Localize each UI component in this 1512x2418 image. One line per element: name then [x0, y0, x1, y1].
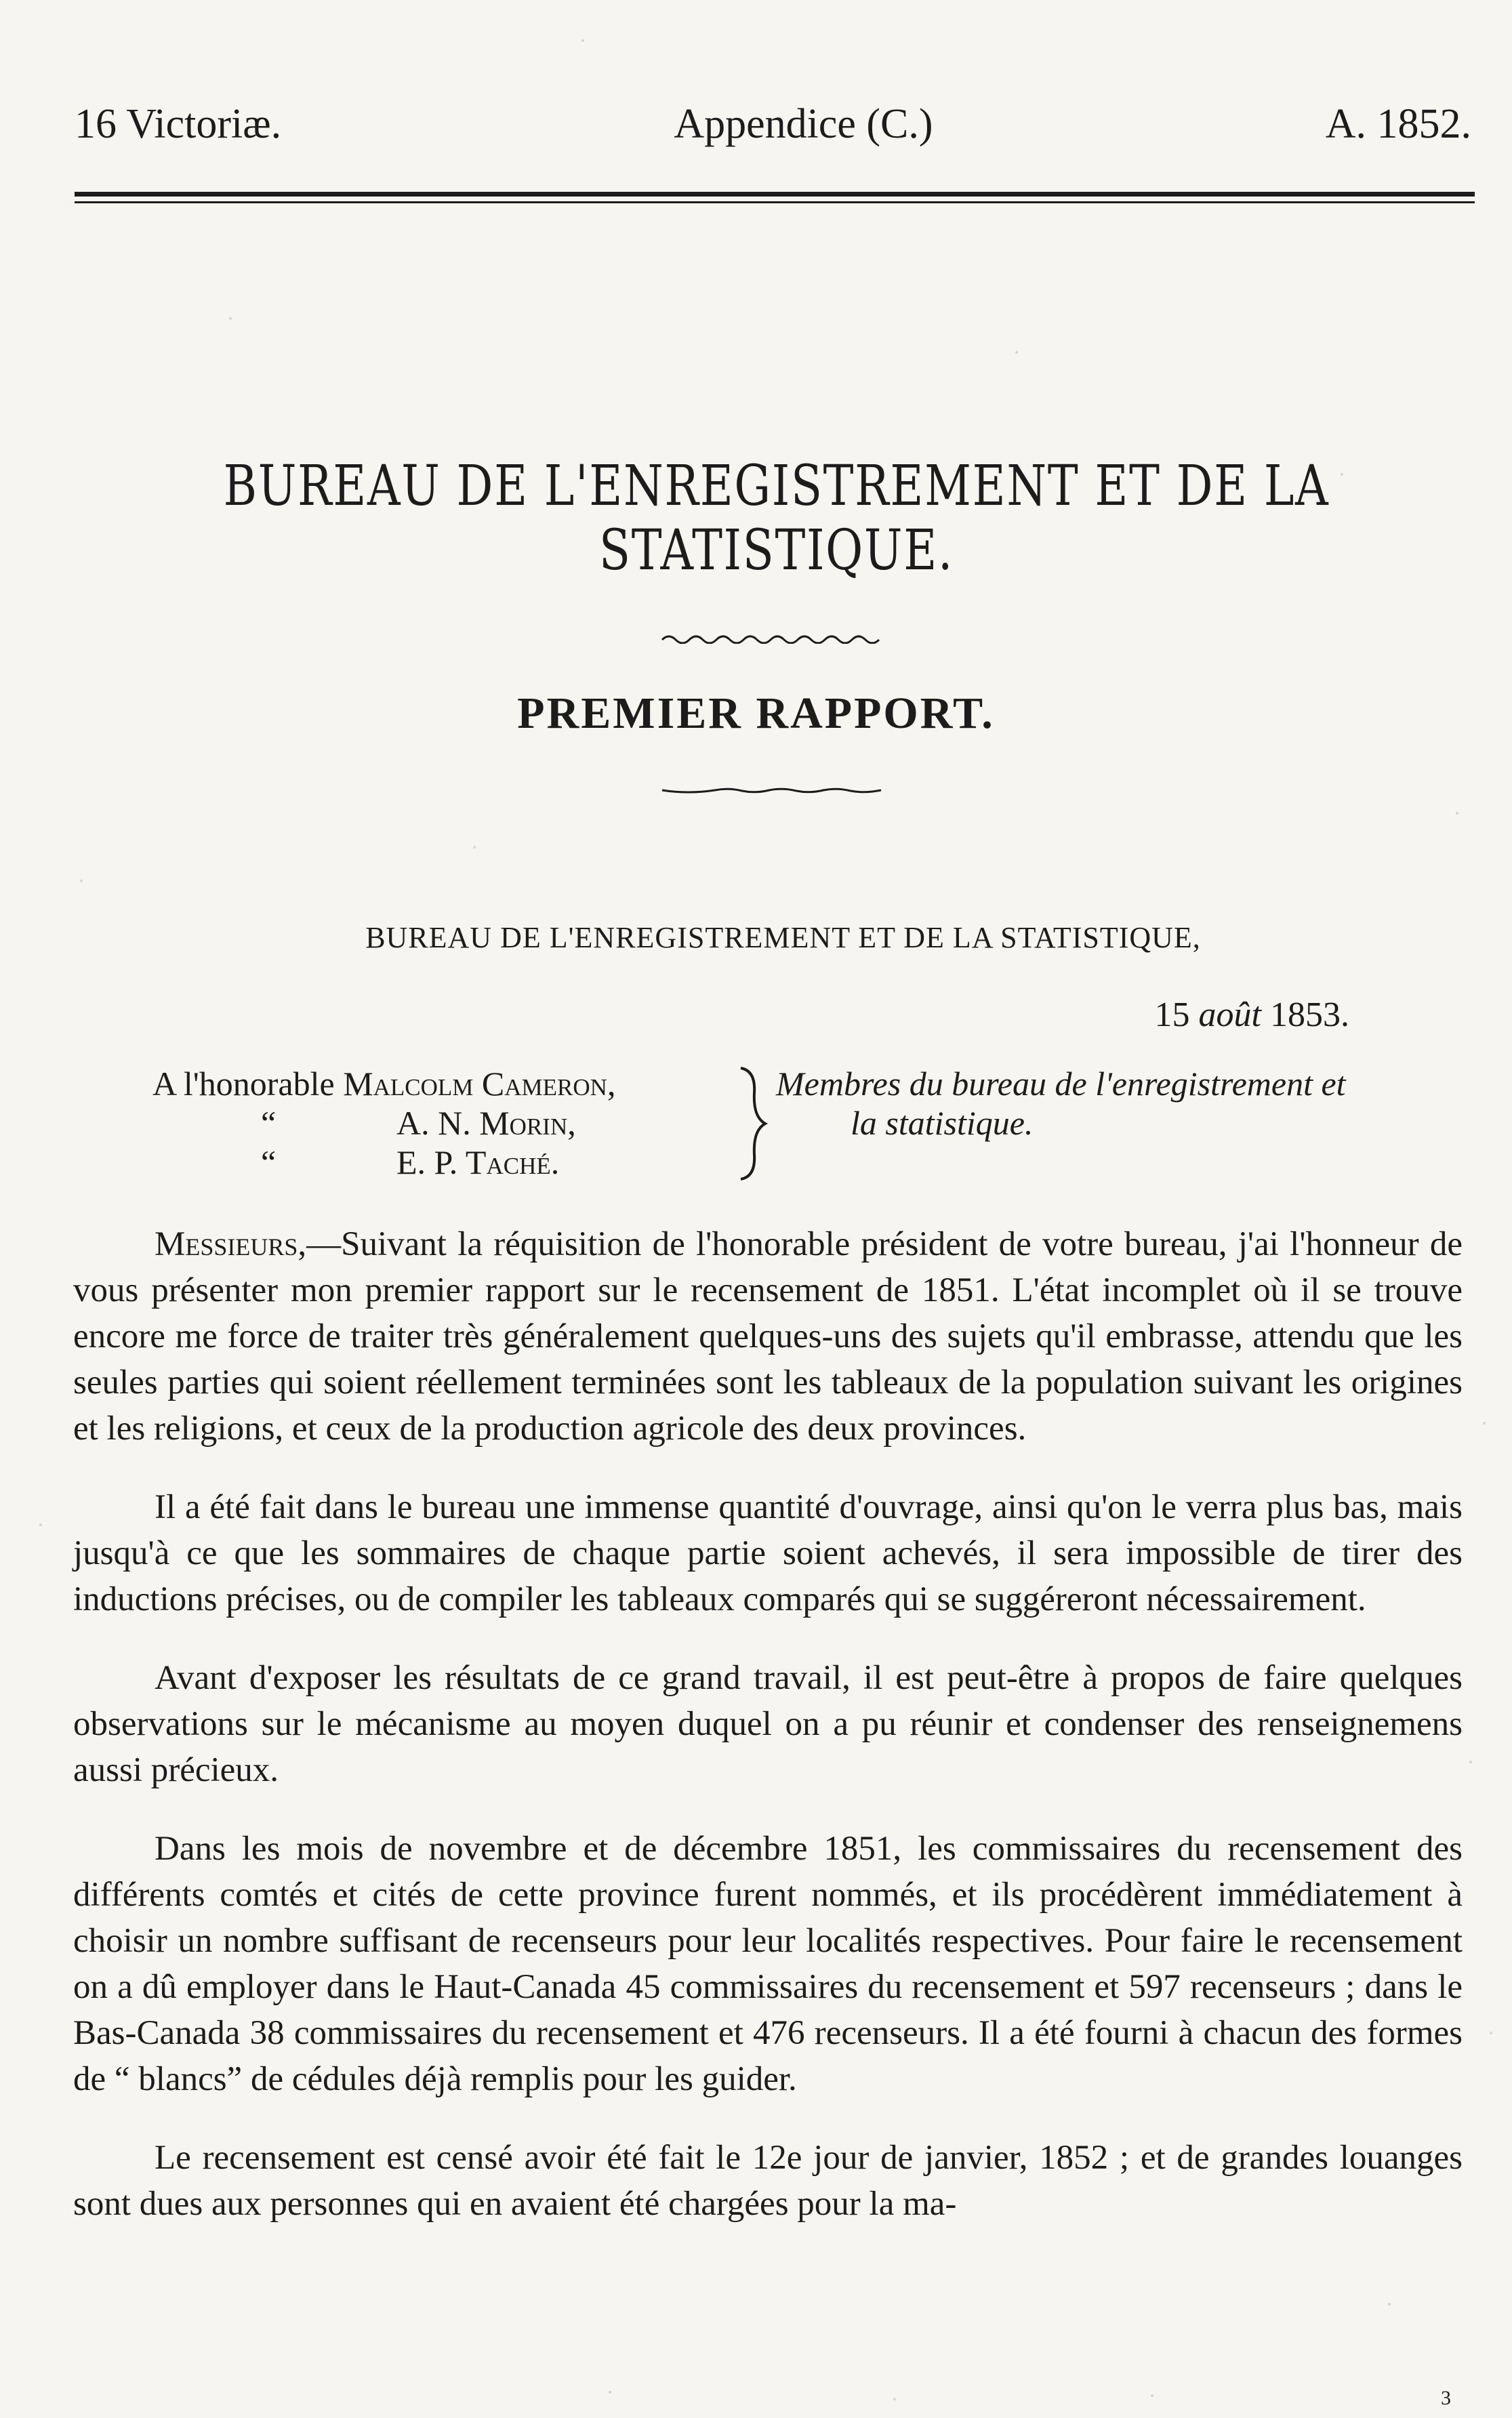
- address-line-3: [152, 1143, 615, 1182]
- members-line-1: Membres du bureau de l'enregistrement et: [776, 1065, 1346, 1103]
- office-heading: BUREAU DE L'ENREGISTREMENT ET DE LA STATISTIQUE,: [365, 921, 1201, 954]
- address-line-2: [152, 1103, 615, 1143]
- paragraph-3: Avant d'exposer les résultats de ce grand travail, il est peut-être à propos de faire quelques observations sur le mécanisme au moyen duquel on a pu réunir et condenser des renseignemens aussi précieux.: [73, 1659, 1463, 1789]
- running-head-year: A. 1852.: [1325, 101, 1471, 147]
- paragraph-1: [73, 1221, 1463, 1452]
- running-head-appendix: Appendice (C.): [674, 101, 933, 147]
- addressee-morin: A. N. Morin,: [396, 1104, 576, 1142]
- title-flourish-bottom: [661, 785, 884, 797]
- header-rule-thick: [75, 192, 1475, 197]
- ditto-mark: “: [261, 1143, 277, 1181]
- addressee-tache: E. P. Taché.: [396, 1143, 560, 1181]
- addressee-cameron: Malcolm Cameron,: [343, 1065, 616, 1103]
- paragraph-1-text: —Suivant la réquisition de l'honorable président de votre bureau, j'ai l'honneur de vous présenter mon premier rapport sur le recensement de 1851. L'état incomplet où il se trouve encore me force de traiter très généralement quelques-uns des sujets qu'il embrasse, attendu que les seules parties qui soient réellement terminées sont les tableaux de la population suivant les origines et les religions, et ceux de la production agricole des deux provinces.: [73, 1225, 1463, 1448]
- running-head: [75, 100, 1471, 148]
- date-year: 1853.: [1270, 996, 1349, 1034]
- letter-date: [1155, 995, 1349, 1035]
- address-prefix: A l'honorable: [152, 1065, 335, 1103]
- ditto-mark: “: [261, 1104, 277, 1142]
- main-title: BUREAU DE L'ENREGISTREMENT ET DE LA STATISTIQUE.: [223, 454, 1330, 583]
- title-flourish-top: [661, 632, 884, 644]
- address-block: [152, 1064, 615, 1182]
- members-caption: [776, 1064, 1488, 1143]
- report-title: PREMIER RAPPORT.: [517, 689, 995, 738]
- right-brace: [735, 1065, 769, 1182]
- paragraph-5: Le recensement est censé avoir été fait le 12e jour de janvier, 1852 ; et de grandes louanges sont dues aux personnes qui en avaient été chargées pour la ma-: [73, 2139, 1463, 2223]
- page-number: 3: [1441, 2387, 1451, 2409]
- paragraph-2: Il a été fait dans le bureau une immense quantité d'ouvrage, ainsi qu'on le verra plus bas, mais jusqu'à ce que les sommaires de chaque partie soient achevés, il sera impossible de tirer des inductions précises, ou de compiler les tableaux comparés qui se suggéreront nécessairement.: [73, 1488, 1463, 1618]
- date-month: août: [1198, 996, 1261, 1034]
- members-line-2: la statistique.: [851, 1104, 1034, 1142]
- date-day: 15: [1154, 996, 1190, 1034]
- report-body: [73, 1221, 1463, 2259]
- salutation: Messieurs,: [155, 1225, 307, 1263]
- address-line-1: [152, 1064, 615, 1103]
- header-rule-thin: [75, 201, 1475, 203]
- paragraph-4: Dans les mois de novembre et de décembre 1851, les commissaires du recensement des différents comtés et cités de cette province furent nommés, et ils procédèrent immédiatement à choisir un nombre suffisant de recenseurs pour leur localités respectives. Pour faire le recensement on a dû employer dans le Haut-Canada 45 commissaires du recensement et 597 recenseurs ; dans le Bas-Canada 38 commissaires du recensement et 476 recenseurs. Il a été fourni à chacun des formes de “ blancs” de cédules déjà remplis pour les guider.: [73, 1830, 1463, 2098]
- running-head-session: 16 Victoriæ.: [75, 101, 282, 147]
